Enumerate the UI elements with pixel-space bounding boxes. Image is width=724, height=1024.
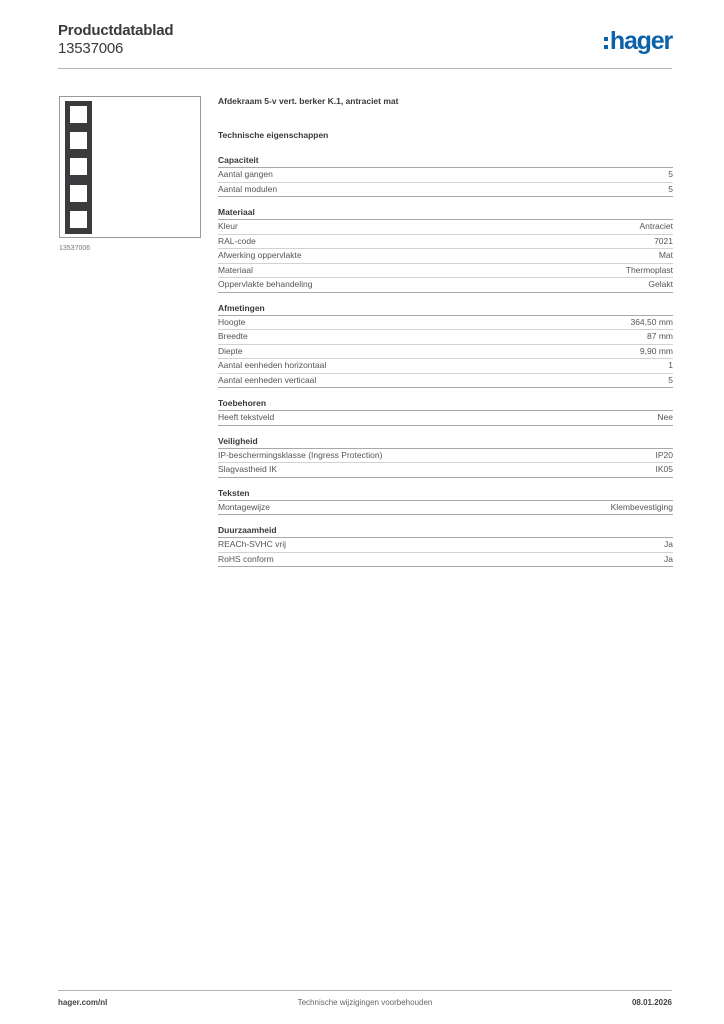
spec-row [218, 330, 673, 345]
spec-row [218, 359, 673, 374]
spec-group [218, 398, 673, 426]
spec-row [218, 553, 673, 568]
group-title: Veiligheid [218, 436, 673, 449]
spec-value: 5 [668, 169, 673, 179]
spec-label: Heeft tekstveld [218, 412, 275, 422]
image-caption: 13537006 [59, 245, 91, 252]
page-header [58, 22, 672, 68]
spec-row [218, 374, 673, 389]
frame-opening [70, 132, 87, 149]
spec-label: Breedte [218, 331, 248, 341]
document-number: 13537006 [58, 40, 124, 57]
group-title: Teksten [218, 488, 673, 501]
spec-value: Antraciet [639, 221, 673, 231]
spec-group [218, 488, 673, 516]
product-image [59, 96, 201, 238]
spec-label: IP-beschermingsklasse (Ingress Protection) [218, 449, 383, 460]
spec-label: Montagewijze [218, 501, 270, 512]
spec-group [218, 525, 673, 567]
spec-row [218, 278, 673, 293]
spec-row [218, 449, 673, 464]
logo-dots-icon [604, 37, 608, 49]
spec-row [218, 501, 673, 516]
spec-label: Hoogte [218, 316, 246, 327]
spec-group [218, 207, 673, 293]
document-title: Productdatablad [58, 22, 174, 39]
spec-label: Materiaal [218, 264, 253, 275]
spec-label: Aantal modulen [218, 183, 278, 194]
spec-row [218, 316, 673, 331]
spec-row [218, 411, 673, 426]
spec-value: Nee [657, 412, 673, 422]
frame-opening [70, 158, 87, 175]
spec-value: Thermoplast [625, 264, 673, 275]
spec-row [218, 264, 673, 279]
spec-value: 1 [668, 360, 673, 370]
frame-opening [70, 211, 87, 228]
spec-value: 7021 [654, 235, 673, 246]
spec-label: Oppervlakte behandeling [218, 279, 313, 289]
spec-row [218, 235, 673, 250]
spec-label: Kleur [218, 221, 238, 231]
spec-row [218, 538, 673, 553]
footer-disclaimer: Technische wijzigingen voorbehouden [297, 998, 433, 1007]
spec-row [218, 463, 673, 478]
frame-opening [70, 185, 87, 202]
group-title: Materiaal [218, 207, 673, 220]
spec-row [218, 345, 673, 360]
spec-value: IK05 [655, 464, 673, 474]
spec-value: 5 [668, 183, 673, 194]
spec-group [218, 155, 673, 197]
footer-divider [58, 990, 672, 991]
spec-group [218, 436, 673, 478]
spec-value: Ja [664, 553, 673, 564]
spec-label: RoHS conform [218, 553, 274, 564]
spec-row [218, 168, 673, 183]
spec-row [218, 183, 673, 198]
spec-value: 364,50 mm [630, 316, 673, 327]
spec-value: Mat [658, 250, 673, 260]
spec-value: 9,90 mm [639, 345, 673, 356]
hager-logo[interactable] [604, 28, 672, 54]
group-title: Afmetingen [218, 303, 673, 316]
footer-date: 08.01.2026 [631, 998, 672, 1007]
group-title: Toebehoren [218, 398, 673, 411]
product-title: Afdekraam 5-v vert. berker K.1, antraciet mat [218, 96, 399, 106]
spec-row [218, 220, 673, 235]
spec-value: 87 mm [647, 331, 673, 341]
spec-value: Ja [664, 539, 673, 549]
spec-label: REACh-SVHC vrij [218, 539, 287, 549]
spec-groups [218, 155, 673, 567]
footer-website-link[interactable]: hager.com/nl [58, 998, 108, 1007]
spec-value: Gelakt [648, 279, 673, 289]
cover-frame-picture [65, 101, 92, 234]
logo-text: hager [609, 27, 672, 55]
spec-group [218, 303, 673, 389]
spec-label: Slagvastheid IK [218, 464, 278, 474]
header-divider [58, 68, 672, 69]
spec-label: Aantal eenheden verticaal [218, 374, 317, 385]
group-title: Duurzaamheid [218, 525, 673, 538]
spec-label: Aantal eenheden horizontaal [218, 360, 327, 370]
spec-label: Diepte [218, 345, 243, 356]
group-title: Capaciteit [218, 155, 673, 168]
spec-value: 5 [668, 374, 673, 385]
spec-label: Afwerking oppervlakte [218, 250, 302, 260]
spec-row [218, 249, 673, 264]
spec-label: Aantal gangen [218, 169, 273, 179]
section-title: Technische eigenschappen [218, 130, 329, 140]
spec-content [218, 96, 673, 577]
spec-label: RAL-code [218, 235, 256, 246]
spec-value: IP20 [655, 449, 673, 460]
spec-value: Klembevestiging [610, 501, 673, 512]
frame-opening [70, 106, 87, 123]
